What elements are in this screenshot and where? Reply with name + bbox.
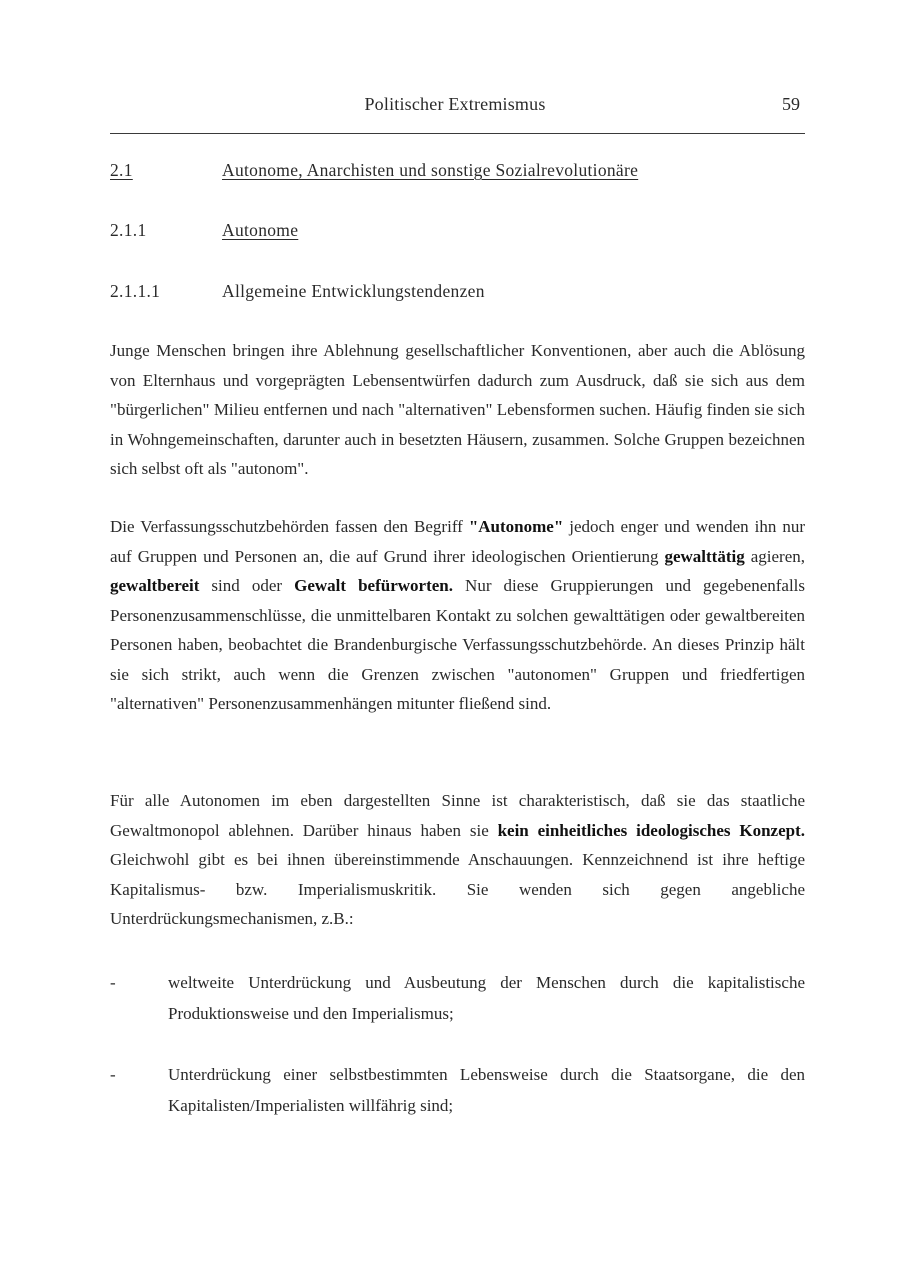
page-number: 59 xyxy=(782,94,800,114)
section-title: Allgemeine Entwicklungstendenzen xyxy=(222,281,485,301)
header-divider xyxy=(110,133,805,134)
text-run: jedoch enger und wenden ihn nur auf Gruppen und Personen an, die auf Grund ihrer ideologischen Orientierung xyxy=(110,517,805,566)
paragraph-characteristics xyxy=(110,786,805,934)
running-header xyxy=(110,94,800,124)
bold-term-gewalt-befuerworten: Gewalt befürworten. xyxy=(294,576,453,595)
text-run: Für alle Autonomen im eben dargestellten Sinne ist charakteristisch, daß sie das staatliche Gewaltmonopol ablehnen. Darüber hinaus haben sie xyxy=(110,791,805,840)
list-dash: - xyxy=(110,973,116,992)
bold-term-kein-konzept: kein einheitliches ideologisches Konzept. xyxy=(497,820,805,840)
paragraph-youth-conventions: Junge Menschen bringen ihre Ablehnung gesellschaftlicher Konventionen, aber auch die Ablösung von Elternhaus und vorgeprägten Lebensentwürfen dadurch zum Ausdruck, daß sie sich aus dem "bürgerlichen" Milieu entfernen und nach "alternativen" Lebensformen suchen. Häufig finden sie sich in Wohngemeinschaften, darunter auch in besetzten Häusern, zusammen. Solche Gruppen bezeichnen sich selbst oft als "autonom". xyxy=(110,341,805,478)
list-item xyxy=(110,967,805,1029)
section-number: 2.1.1.1 xyxy=(110,281,161,301)
text-run: Nur diese Gruppierungen und gegebenenfalls Personenzusammenschlüsse, die unmittelbaren Kontakt zu solchen gewalttätigen oder gewaltbereiten Personen haben, beobachtet die Brandenburgische Verfassungsschutzbehörde. An dieses Prinzip hält sie sich strikt, auch wenn die Grenzen zwischen "autonomen" Gruppen und friedfertigen "alternativen" Personenzusammenhängen mitunter fließend sind. xyxy=(110,576,806,713)
list-item-text: Unterdrückung einer selbstbestimmten Lebensweise durch die Staatsorgane, die den Kapitalisten/Imperialisten willfährig sind; xyxy=(168,1065,805,1115)
list-item xyxy=(110,1059,805,1121)
text-run: sind oder xyxy=(199,576,295,595)
bold-term-autonome: "Autonome" xyxy=(468,517,564,536)
section-title: Autonome xyxy=(222,220,299,240)
section-number: 2.1.1 xyxy=(110,220,147,240)
text-run: Gleichwohl gibt es bei ihnen übereinstimmende Anschauungen. Kennzeichnend ist ihre heftige Kapitalismus- bzw. Imperialismuskritik. Sie wenden sich gegen angebliche Unterdrückungsmechanismen, z.B.: xyxy=(110,850,805,928)
text-run: Die Verfassungsschutzbehörden fassen den Begriff xyxy=(110,517,469,536)
bold-term-gewalttaetig: gewalttätig xyxy=(664,546,745,566)
bold-term-gewaltbereit: gewaltbereit xyxy=(110,576,200,595)
list-dash: - xyxy=(110,1065,116,1084)
section-number: 2.1 xyxy=(110,160,133,180)
paragraph-definition-autonome xyxy=(110,512,805,719)
text-run: agieren, xyxy=(744,546,805,566)
list-item-text: weltweite Unterdrückung und Ausbeutung der Menschen durch die kapitalistische Produktionsweise und den Imperialismus; xyxy=(168,973,805,1023)
running-header-title: Politischer Extremismus xyxy=(364,94,546,114)
section-title: Autonome, Anarchisten und sonstige Sozialrevolutionäre xyxy=(222,160,639,180)
